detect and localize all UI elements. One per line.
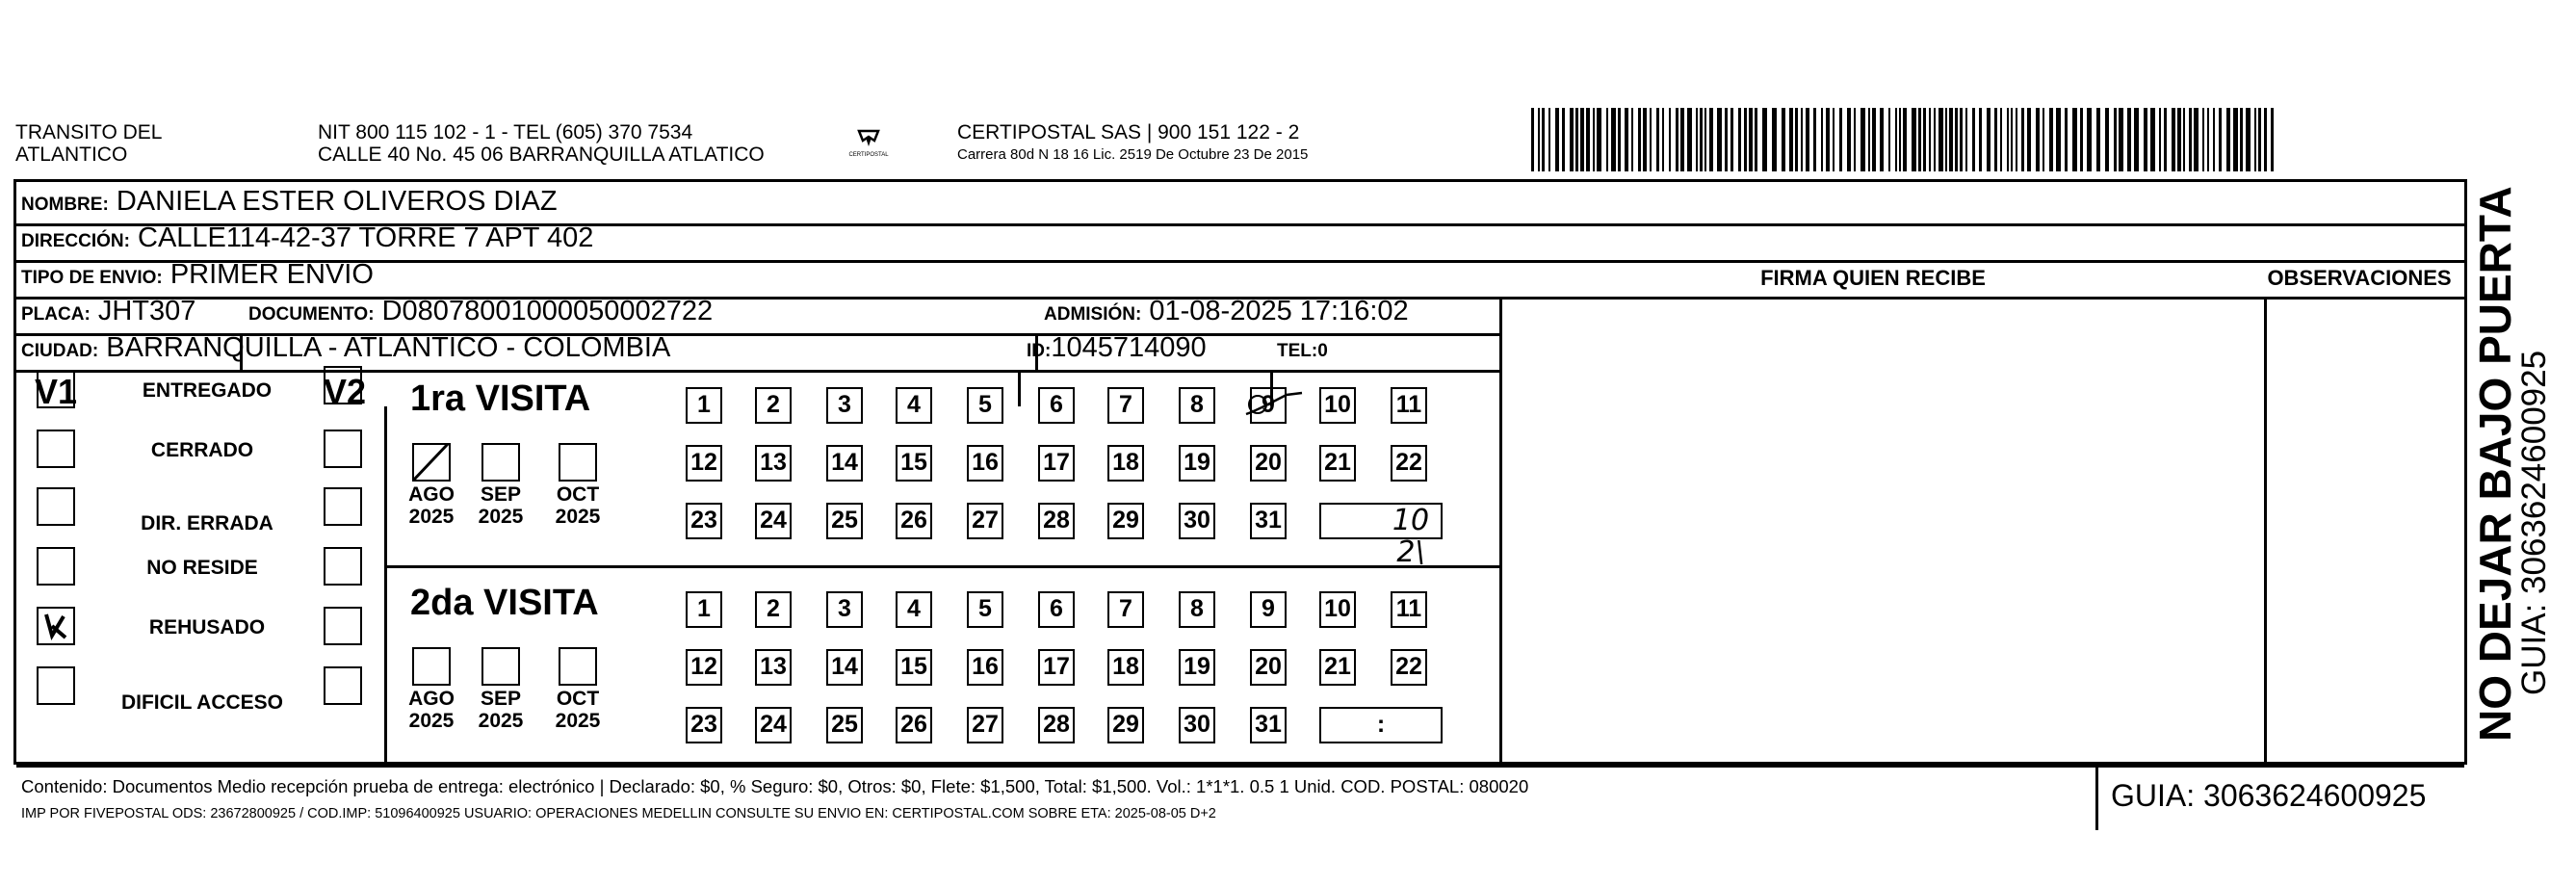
status-label-1: CERRADO <box>150 439 254 461</box>
visit1-day-22[interactable]: 22 <box>1391 445 1427 482</box>
sender-name: TRANSITO DEL ATLANTICO <box>15 121 163 166</box>
id-cell: ID:1045714090 <box>1027 332 1207 363</box>
visit1-month-label: SEP 2025 <box>478 483 524 528</box>
barcode <box>1531 108 2282 171</box>
v1-checkbox-0[interactable] <box>37 370 75 408</box>
v1-label: V1 <box>35 372 78 411</box>
footer-print-info: IMP POR FIVEPOSTAL ODS: 23672800925 / COD.IMP: 51096400925 USUARIO: OPERACIONES MEDELLIN CONSULTE SU ENVIO EN: CERTIPOSTAL.COM SOBRE ETA: 2025-08-05 D+2 <box>21 806 1216 821</box>
visit1-day-25[interactable]: 25 <box>826 503 863 539</box>
visit1-day-20[interactable]: 20 <box>1250 445 1287 482</box>
visit1-day-31[interactable]: 31 <box>1250 503 1287 539</box>
v2-checkbox-5[interactable] <box>324 666 362 705</box>
v2-checkbox-3[interactable] <box>324 547 362 586</box>
visit2-day-26[interactable]: 26 <box>896 707 932 743</box>
visit2-day-12[interactable]: 12 <box>686 649 722 686</box>
documento-cell: DOCUMENTO: D08078001000050002722 <box>248 296 714 326</box>
visit1-month-checkbox-oct[interactable] <box>559 443 597 482</box>
visit1-day-5[interactable]: 5 <box>967 387 1003 424</box>
visit2-day-21[interactable]: 21 <box>1319 649 1356 686</box>
visit2-day-14[interactable]: 14 <box>826 649 863 686</box>
visit1-day-2[interactable]: 2 <box>755 387 792 424</box>
visit2-day-13[interactable]: 13 <box>755 649 792 686</box>
visit2-day-2[interactable]: 2 <box>755 591 792 628</box>
visit2-day-30[interactable]: 30 <box>1179 707 1215 743</box>
status-label-4: REHUSADO <box>148 616 266 638</box>
visit1-month-label: AGO 2025 <box>408 483 455 528</box>
visit2-day-3[interactable]: 3 <box>826 591 863 628</box>
status-label-3: NO RESIDE <box>146 557 258 579</box>
visit1-day-23[interactable]: 23 <box>686 503 722 539</box>
visit2-day-5[interactable]: 5 <box>967 591 1003 628</box>
visit2-day-19[interactable]: 19 <box>1179 649 1215 686</box>
visit2-month-label: AGO 2025 <box>408 688 455 732</box>
visit2-day-10[interactable]: 10 <box>1319 591 1356 628</box>
observaciones-header: OBSERVACIONES <box>2267 266 2452 290</box>
visit1-day-3[interactable]: 3 <box>826 387 863 424</box>
courier-info: CERTIPOSTAL SAS | 900 151 122 - 2 Carrera 80d N 18 16 Lic. 2519 De Octubre 23 De 2015 <box>957 121 1309 163</box>
v1-checkbox-1[interactable] <box>37 430 75 468</box>
visit2-day-6[interactable]: 6 <box>1038 591 1075 628</box>
visit2-day-20[interactable]: 20 <box>1250 649 1287 686</box>
visit2-day-16[interactable]: 16 <box>967 649 1003 686</box>
visit2-day-17[interactable]: 17 <box>1038 649 1075 686</box>
v2-checkbox-2[interactable] <box>324 487 362 526</box>
visit2-day-31[interactable]: 31 <box>1250 707 1287 743</box>
visit2-day-24[interactable]: 24 <box>755 707 792 743</box>
v1-checkbox-5[interactable] <box>37 666 75 705</box>
visit1-day-24[interactable]: 24 <box>755 503 792 539</box>
visit1-day-16[interactable]: 16 <box>967 445 1003 482</box>
visit1-month-checkbox-ago[interactable] <box>412 443 451 482</box>
v2-checkbox-0[interactable] <box>324 366 362 404</box>
visit2-day-1[interactable]: 1 <box>686 591 722 628</box>
visit1-day-18[interactable]: 18 <box>1107 445 1144 482</box>
v2-checkbox-4[interactable] <box>324 607 362 645</box>
visit1-day-14[interactable]: 14 <box>826 445 863 482</box>
visit1-day-7[interactable]: 7 <box>1107 387 1144 424</box>
admision-cell: ADMISIÓN: 01-08-2025 17:16:02 <box>1044 296 1409 326</box>
visit1-day-19[interactable]: 19 <box>1179 445 1215 482</box>
status-label-0: ENTREGADO <box>142 379 273 402</box>
visit1-day-28[interactable]: 28 <box>1038 503 1075 539</box>
visit2-day-18[interactable]: 18 <box>1107 649 1144 686</box>
visit2-day-22[interactable]: 22 <box>1391 649 1427 686</box>
visit1-day-29[interactable]: 29 <box>1107 503 1144 539</box>
visit2-month-label: SEP 2025 <box>478 688 524 732</box>
v2-label: V2 <box>324 372 367 411</box>
placa-cell: PLACA: JHT307 <box>21 296 196 326</box>
direccion-row: DIRECCIÓN: CALLE114-42-37 TORRE 7 APT 402 <box>21 222 594 253</box>
visit1-day-12[interactable]: 12 <box>686 445 722 482</box>
visit2-time-box[interactable] <box>1319 707 1443 743</box>
nombre-row: NOMBRE: DANIELA ESTER OLIVEROS DIAZ <box>21 186 558 217</box>
visit-time-handwritten: 10 2\ <box>1392 504 1430 569</box>
visit1-day-21[interactable]: 21 <box>1319 445 1356 482</box>
visit1-day-17[interactable]: 17 <box>1038 445 1075 482</box>
visit1-day-4[interactable]: 4 <box>896 387 932 424</box>
visit1-day-13[interactable]: 13 <box>755 445 792 482</box>
status-label-2: DIR. ERRADA <box>141 512 273 534</box>
visit1-day-6[interactable]: 6 <box>1038 387 1075 424</box>
side-guia: GUIA: 3063624600925 <box>2515 350 2553 695</box>
visit2-day-27[interactable]: 27 <box>967 707 1003 743</box>
sender-contact: NIT 800 115 102 - 1 - TEL (605) 370 7534 CALLE 40 No. 45 06 BARRANQUILLA ATLATICO <box>318 121 765 166</box>
firma-area[interactable] <box>1499 299 2247 763</box>
courier-logo: CERTIPOSTAL <box>840 117 898 166</box>
tipo-envio-row: TIPO DE ENVIO: PRIMER ENVIO <box>21 259 374 290</box>
visit-title-1: 1ra VISITA <box>410 378 591 419</box>
firma-header: FIRMA QUIEN RECIBE <box>1760 266 1986 290</box>
v1-checkbox-4[interactable] <box>37 607 75 645</box>
visit2-day-29[interactable]: 29 <box>1107 707 1144 743</box>
visit1-day-11[interactable]: 11 <box>1391 387 1427 424</box>
v1-checkbox-3[interactable] <box>37 547 75 586</box>
v1-checkbox-2[interactable] <box>37 487 75 526</box>
visit1-time-box[interactable] <box>1319 503 1443 569</box>
visit2-month-checkbox-sep[interactable] <box>481 647 520 686</box>
visit1-day-10[interactable]: 10 <box>1319 387 1356 424</box>
visit2-day-4[interactable]: 4 <box>896 591 932 628</box>
status-label-5: DIFICIL ACCESO <box>120 691 283 714</box>
ciudad-cell: CIUDAD: BARRANQUILLA - ATLANTICO - COLOMBIA <box>21 332 671 363</box>
visit2-month-checkbox-ago[interactable] <box>412 647 451 686</box>
visit2-day-28[interactable]: 28 <box>1038 707 1075 743</box>
observaciones-area[interactable] <box>2264 299 2453 763</box>
visit2-day-15[interactable]: 15 <box>896 649 932 686</box>
footer-guia: GUIA: 3063624600925 <box>2111 778 2427 813</box>
visit1-day-26[interactable]: 26 <box>896 503 932 539</box>
visit1-day-15[interactable]: 15 <box>896 445 932 482</box>
visit2-day-23[interactable]: 23 <box>686 707 722 743</box>
visit1-month-checkbox-sep[interactable] <box>481 443 520 482</box>
visit1-day-9[interactable]: 9 <box>1250 387 1287 424</box>
visit2-month-label: OCT 2025 <box>555 688 601 732</box>
footer-content: Contenido: Documentos Medio recepción prueba de entrega: electrónico | Declarado: $0, % Seguro: $0, Otros: $0, Flete: $1,500, Total: $1,500. Vol.: 1*1*1. 0.5 1 Unid. COD. POSTAL: 080020 <box>21 776 1529 796</box>
v2-checkbox-1[interactable] <box>324 430 362 468</box>
visit1-month-label: OCT 2025 <box>555 483 601 528</box>
visit1-day-27[interactable]: 27 <box>967 503 1003 539</box>
visit2-day-25[interactable]: 25 <box>826 707 863 743</box>
tel-cell: TEL:0 <box>1277 341 1328 361</box>
visit2-day-8[interactable]: 8 <box>1179 591 1215 628</box>
visit2-month-checkbox-oct[interactable] <box>559 647 597 686</box>
visit1-day-8[interactable]: 8 <box>1179 387 1215 424</box>
visit2-day-7[interactable]: 7 <box>1107 591 1144 628</box>
visit2-day-9[interactable]: 9 <box>1250 591 1287 628</box>
visit1-day-1[interactable]: 1 <box>686 387 722 424</box>
visit2-day-11[interactable]: 11 <box>1391 591 1427 628</box>
visit1-day-30[interactable]: 30 <box>1179 503 1215 539</box>
visit-time-placeholder: : <box>1376 711 1386 738</box>
visit-title-2: 2da VISITA <box>410 583 599 623</box>
